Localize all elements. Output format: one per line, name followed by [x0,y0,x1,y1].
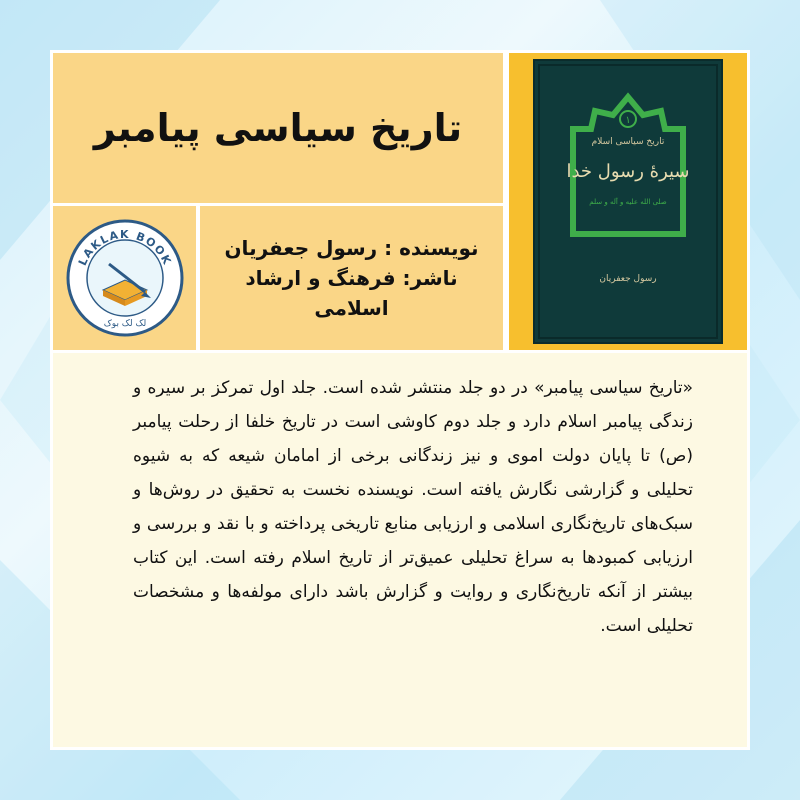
publisher-line-cont: اسلامی [314,296,389,320]
cover-art [533,59,723,344]
cover-number: ۱ [625,115,631,126]
laklak-book-logo [65,218,185,338]
book-title: تاریخ سیاسی پیامبر [93,106,463,150]
cover-main-text: سیرهٔ رسول خدا [566,161,690,182]
logo-bottom-text: لک لک بوک [103,319,146,329]
book-cover-image [533,59,723,344]
logo-panel [53,206,196,350]
description-panel [53,353,747,747]
publisher-line: ناشر: فرهنگ و ارشاد [245,266,458,290]
cover-author-text: رسول جعفریان [599,274,657,284]
title-panel [53,53,503,203]
cover-top-text: تاریخ سیاسی اسلام [591,137,665,147]
author-publisher-panel [200,206,503,350]
author-line: نویسنده : رسول جعفریان [224,236,479,260]
cover-frame [509,53,747,350]
book-description: «تاریخ سیاسی پیامبر» در دو جلد منتشر شده است. جلد اول تمرکز بر سیره و زندگی پیامبر اسلام دارد و جلد دوم کاوشی است در تاریخ خلفا از رحلت پیامبر (ص) تا پایان دولت اموی و نیز زندگانی برخی از امامان شیعه که به شیوه تحلیلی و گزارشی نگارش یافته است. نویسنده نخست به تحقیق در روش‌ها و سبک‌های تاریخ‌نگاری اسلامی و ارزیابی منابع تاریخی پرداخته و با نقد و بررسی و ارزیابی کمبودها به سراغ تحلیلی عمیق‌تر از تاریخ اسلام رفته است. این کتاب بیشتر از آنکه تاریخ‌نگاری و روایت و گزارش باشد دارای مولفه‌ها و مشخصات تحلیلی است. [133,378,693,636]
logo-arc-text: LAKLAK BOOK [75,227,174,268]
cover-sub-text: صلی الله علیه و آله و سلم [589,198,667,206]
